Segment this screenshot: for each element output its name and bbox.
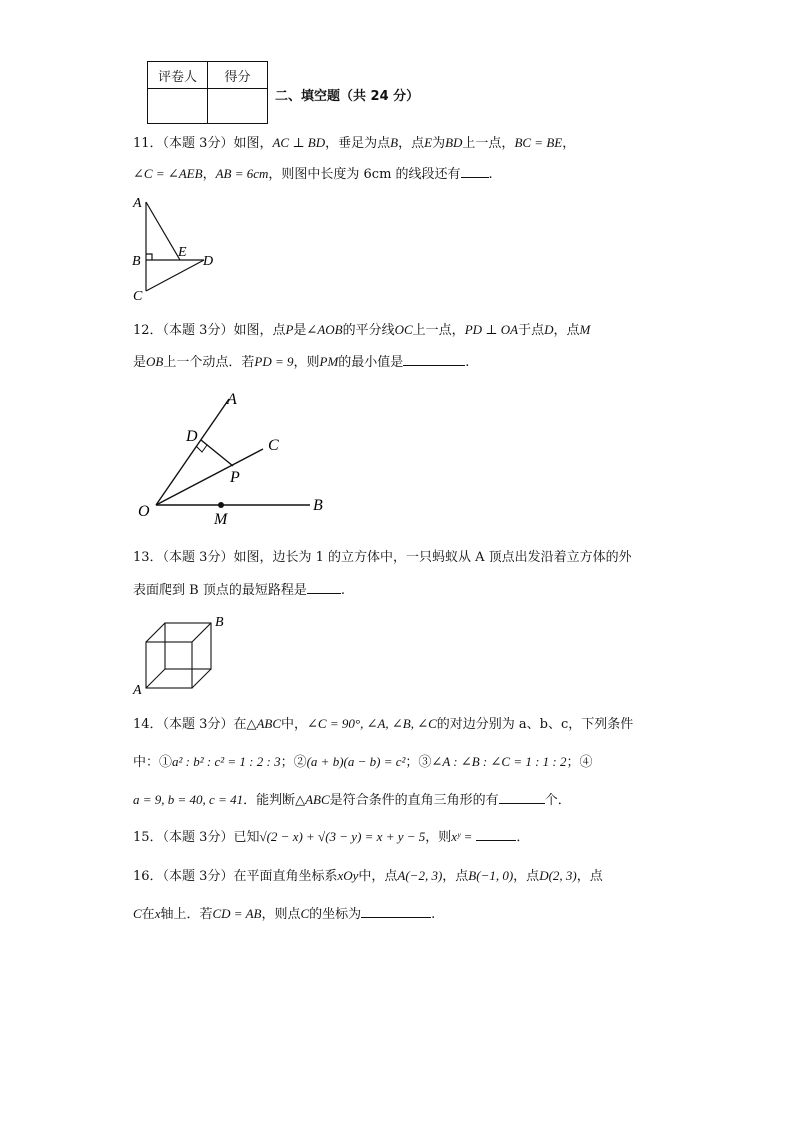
q15-math: √(2 − x) + √(3 − y) = x + y − 5 xyxy=(259,829,426,844)
q14-line2 xyxy=(133,753,593,772)
q12-math: D xyxy=(544,322,554,337)
q16-answer-blank[interactable] xyxy=(361,904,431,918)
q16-math: C xyxy=(300,906,310,921)
q12-label-c: C xyxy=(268,437,279,454)
q13-cube-figure xyxy=(128,612,238,698)
q16-text: ，点 xyxy=(442,869,469,884)
q11-line2 xyxy=(133,164,493,184)
q13-label-a: A xyxy=(133,683,142,698)
q12-text: 12．（本题 3分）如图，点 xyxy=(133,323,286,338)
q14-math: a² : b² : c² = 1 : 2 : 3 xyxy=(172,754,281,769)
q12-text: 的平分线 xyxy=(342,323,395,338)
q13-text: . xyxy=(340,583,345,598)
q12-ray-oc xyxy=(156,449,263,505)
q11-line1 xyxy=(133,134,575,153)
q15-math: xʸ = xyxy=(451,829,473,844)
q13-label-b: B xyxy=(215,615,224,630)
q13-text: 表面爬到 B 顶点的最短路程是 xyxy=(133,583,307,598)
q11-math: AC ⊥ BD xyxy=(272,135,326,150)
grader-cell-reviewer[interactable] xyxy=(148,89,208,124)
q14-text: ；④ xyxy=(566,755,593,770)
q13-cube-edge xyxy=(146,669,165,688)
q16-text: 的坐标为 xyxy=(309,907,362,922)
q14-math: △ABC xyxy=(246,716,282,731)
q16-text: ，点 xyxy=(513,869,540,884)
q14-text: 是符合条件的直角三角形的有 xyxy=(329,793,499,808)
q11-label-d: D xyxy=(203,254,214,269)
q14-math: △ABC xyxy=(295,792,330,807)
q12-math: ∠AOB xyxy=(306,322,343,337)
q14-answer-blank[interactable] xyxy=(499,790,545,804)
q12-label-d: D xyxy=(186,428,198,445)
q12-line1 xyxy=(133,321,590,340)
q16-text: 轴上．若 xyxy=(160,907,213,922)
q12-label-o: O xyxy=(138,503,150,520)
q14-text: ；② xyxy=(280,755,307,770)
q16-line1 xyxy=(133,867,603,886)
q12-math: P xyxy=(285,322,294,337)
q16-math: C xyxy=(133,906,142,921)
q16-text: ，则点 xyxy=(261,907,301,922)
q14-math: a = 9, b = 40, c = 41 xyxy=(133,792,244,807)
q12-math: M xyxy=(579,322,591,337)
q11-text: ，垂足为点 xyxy=(325,136,391,151)
q11-math: B xyxy=(390,135,399,150)
q11-text: 上一点， xyxy=(462,136,515,151)
q14-math: ∠A : ∠B : ∠C = 1 : 1 : 2 xyxy=(431,754,567,769)
q11-segment-cd xyxy=(146,260,204,291)
q12-math: PD ⊥ OA xyxy=(464,322,519,337)
q11-label-c: C xyxy=(133,289,143,304)
q11-text: ，点 xyxy=(398,136,425,151)
q12-label-m: M xyxy=(214,511,228,528)
q16-line2 xyxy=(133,904,435,924)
q16-math: D(2, 3) xyxy=(539,868,577,883)
q16-math: xOy xyxy=(337,868,359,883)
q16-text: 在 xyxy=(141,907,155,922)
q11-text: ，则图中长度为 6cm 的线段还有 xyxy=(268,167,461,182)
q14-line1 xyxy=(133,715,633,734)
q11-text: 为 xyxy=(432,136,446,151)
q12-ray-oa xyxy=(156,399,229,505)
q12-text: 的最小值是 xyxy=(338,355,404,370)
q12-text: ，点 xyxy=(553,323,580,338)
q14-text: 个． xyxy=(544,793,571,808)
q14-text: ；③ xyxy=(405,755,432,770)
q12-point-m xyxy=(218,502,224,508)
q12-text: ，则 xyxy=(293,355,320,370)
q12-math: OC xyxy=(394,322,413,337)
q16-math: CD = AB xyxy=(212,906,262,921)
q11-text: 11．（本题 3分）如图， xyxy=(133,136,273,151)
q11-math: BC = BE xyxy=(514,135,563,150)
grader-header-score: 得分 xyxy=(208,62,268,89)
q11-text: ， xyxy=(202,167,216,182)
q12-text: 于点 xyxy=(518,323,545,338)
q14-text: 的对边分别为 a、b、c，下列条件 xyxy=(436,717,634,732)
q12-label-b: B xyxy=(313,497,323,514)
q11-label-e: E xyxy=(178,245,187,260)
q12-line2 xyxy=(133,352,469,372)
grader-header-reviewer: 评卷人 xyxy=(148,62,208,89)
section-title: 二、填空题（共 24 分） xyxy=(275,89,420,104)
q13-answer-blank[interactable] xyxy=(307,580,341,594)
q11-math: BD xyxy=(445,135,463,150)
q11-label-b: B xyxy=(132,254,141,269)
q11-answer-blank[interactable] xyxy=(461,164,489,178)
q12-math: OB xyxy=(146,354,164,369)
q14-math: ∠C = 90°, ∠A, ∠B, ∠C xyxy=(307,716,437,731)
q14-text: 中， xyxy=(281,717,308,732)
q12-text: 是 xyxy=(293,323,307,338)
q11-right-angle-mark xyxy=(146,254,152,260)
q12-text: 是 xyxy=(133,355,147,370)
q11-text: . xyxy=(488,167,493,182)
q12-segment-pd xyxy=(201,440,233,466)
q11-segment-ae xyxy=(146,202,180,260)
q12-answer-blank[interactable] xyxy=(403,352,465,366)
q11-math: E xyxy=(424,135,433,150)
q11-text: ， xyxy=(562,136,576,151)
q14-text: ．能判断 xyxy=(243,793,296,808)
q13-cube-edge xyxy=(192,669,211,688)
q14-text: 中：① xyxy=(133,755,173,770)
q14-text: 14．（本题 3分）在 xyxy=(133,717,247,732)
q11-math: ∠C = ∠AEB xyxy=(133,166,203,181)
q16-math: B(−1, 0) xyxy=(468,868,514,883)
q16-math: x xyxy=(154,906,161,921)
grader-table xyxy=(147,61,268,124)
q12-text: 上一点， xyxy=(412,323,465,338)
q15-answer-blank[interactable] xyxy=(476,827,516,841)
q16-text: ，点 xyxy=(576,869,603,884)
q12-text: . xyxy=(465,355,470,370)
q13-cube-edge xyxy=(192,623,211,642)
q15-text: ． xyxy=(516,830,530,845)
q15-line xyxy=(133,827,529,847)
q16-text: . xyxy=(431,907,436,922)
q14-math: (a + b)(a − b) = c² xyxy=(306,754,406,769)
q12-label-a: A xyxy=(227,391,237,408)
q11-math: AB = 6cm xyxy=(215,166,269,181)
grader-cell-score[interactable] xyxy=(208,89,268,124)
q12-right-angle-mark xyxy=(196,445,207,452)
q13-line2 xyxy=(133,580,345,600)
q12-text: 上一个动点．若 xyxy=(163,355,255,370)
q11-figure xyxy=(128,192,228,304)
q15-text: 15．（本题 3分）已知 xyxy=(133,830,260,845)
q15-text: ，则 xyxy=(425,830,452,845)
q16-text: 16．（本题 3分）在平面直角坐标系 xyxy=(133,869,338,884)
q14-line3 xyxy=(133,790,571,810)
q12-math: PM xyxy=(319,354,339,369)
q13-cube-edge xyxy=(146,623,165,642)
q12-figure xyxy=(130,386,340,528)
q11-label-a: A xyxy=(133,196,142,211)
q13-line1: 13．（本题 3分）如图，边长为 1 的立方体中，一只蚂蚁从 A 顶点出发沿着立方体的外 xyxy=(133,550,632,565)
q12-label-p: P xyxy=(230,469,240,486)
q16-text: 中，点 xyxy=(358,869,398,884)
q16-math: A(−2, 3) xyxy=(397,868,443,883)
q12-math: PD = 9 xyxy=(254,354,294,369)
